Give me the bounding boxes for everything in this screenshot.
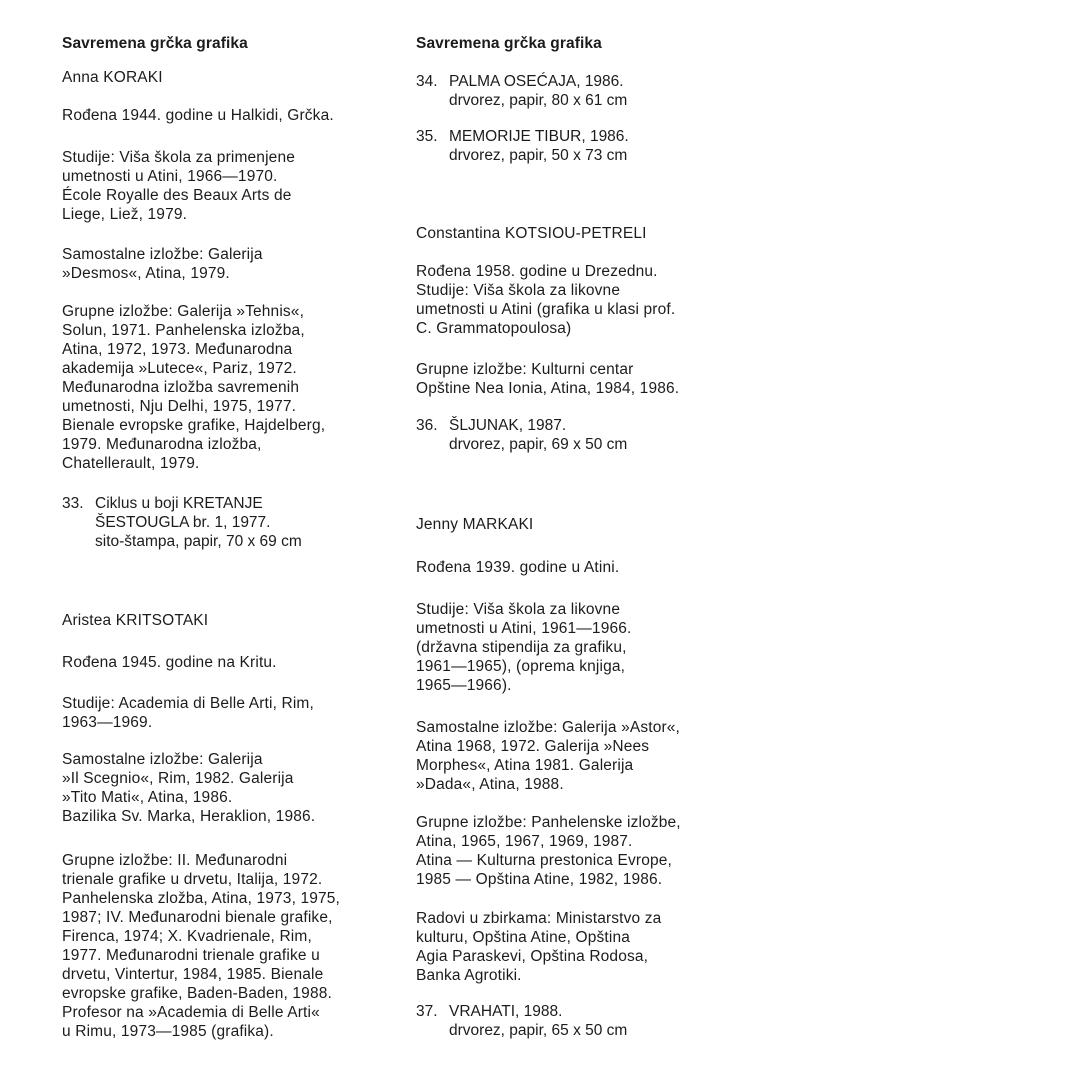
entry-technique: drvorez, papir, 80 x 61 cm <box>449 92 628 109</box>
artist-collections: Radovi u zbirkama: Ministarstvo za kulturu, Opština Atine, Opština Agia Paraskevi, Opština Rodosa, Banka Agrotiki. <box>416 910 662 984</box>
artist-studies: Studije: Academia di Belle Arti, Rim, 1963—1969. <box>62 695 314 731</box>
entry-number: 36. <box>416 417 438 434</box>
artist-studies: Studije: Viša škola za primenjene umetnosti u Atini, 1966—1970. École Royalle des Beaux Arts de Liege, Liež, 1979. <box>62 149 295 223</box>
artist-group-exhibitions: Grupne izložbe: Galerija »Tehnis«, Solun, 1971. Panhelenska izložba, Atina, 1972, 1973. Međunarodna akademija »Lutece«, Pariz, 1972. Međunarodna izložba savremenih umetnosti, Nju Delhi, 1975, 1977. Bienale evropske grafike, Hajdelberg, 1979. Međunarodna izložba, Chatellerault, 1979. <box>62 303 326 472</box>
entry-technique: sito-štampa, papir, 70 x 69 cm <box>95 533 302 550</box>
artist-name: Constantina KOTSIOU-PETRELI <box>416 225 647 242</box>
entry-number: 35. <box>416 128 438 145</box>
page-header: Savremena grčka grafika <box>416 35 602 52</box>
artist-bio: Rođena 1958. godine u Drezednu. Studije: Viša škola za likovne umetnosti u Atini (grafika u klasi prof. C. Grammatopoulosa) <box>416 263 676 337</box>
entry-title: ŠLJUNAK, 1987. <box>449 417 567 434</box>
artist-group-exhibitions: Grupne izložbe: II. Međunarodni trienale grafike u drvetu, Italija, 1972. Panhelenska zložba, Atina, 1973, 1975, 1987; IV. Međunarodni bienale grafike, Firenca, 1974; X. Kvadrienale, Rim, 1977. Međunarodni trienale grafike u drvetu, Vintertur, 1984, 1985. Bienale evropske grafike, Baden-Baden, 1988. Profesor na »Academia di Belle Arti« u Rimu, 1973—1985 (grafika). <box>62 852 341 1040</box>
artist-solo-exhibitions: Samostalne izložbe: Galerija »Il Scegnio«, Rim, 1982. Galerija »Tito Mati«, Atina, 1986. Bazilika Sv. Marka, Heraklion, 1986. <box>62 751 316 825</box>
catalogue-entry-36 <box>416 416 628 453</box>
entry-title: Ciklus u boji KRETANJE <box>95 495 263 512</box>
catalogue-entry-35 <box>416 127 629 164</box>
page-header: Savremena grčka grafika <box>62 35 248 52</box>
artist-name: Anna KORAKI <box>62 69 163 86</box>
artist-solo-exhibitions: Samostalne izložbe: Galerija »Astor«, Atina 1968, 1972. Galerija »Nees Morphes«, Atina 1981. Galerija »Dada«, Atina, 1988. <box>416 719 681 793</box>
catalogue-entry-34 <box>416 72 628 109</box>
entry-technique: drvorez, papir, 50 x 73 cm <box>449 147 628 164</box>
artist-group-exhibitions: Grupne izložbe: Panhelenske izložbe, Atina, 1965, 1967, 1969, 1987. Atina — Kulturna prestonica Evrope, 1985 — Opština Atine, 1982, 1986. <box>416 814 681 888</box>
artist-birth: Rođena 1944. godine u Halkidi, Grčka. <box>62 107 334 124</box>
entry-number: 34. <box>416 73 438 90</box>
entry-technique: drvorez, papir, 65 x 50 cm <box>449 1022 628 1039</box>
catalogue-entry-33 <box>62 494 302 550</box>
entry-title: MEMORIJE TIBUR, 1986. <box>449 128 629 145</box>
artist-group-exhibitions: Grupne izložbe: Kulturni centar Opštine Nea Ionia, Atina, 1984, 1986. <box>416 361 680 397</box>
entry-technique: drvorez, papir, 69 x 50 cm <box>449 436 628 453</box>
artist-solo-exhibitions: Samostalne izložbe: Galerija »Desmos«, Atina, 1979. <box>62 246 263 282</box>
entry-title-cont: ŠESTOUGLA br. 1, 1977. <box>95 514 271 531</box>
artist-birth: Rođena 1939. godine u Atini. <box>416 559 620 576</box>
artist-studies: Studije: Viša škola za likovne umetnosti u Atini, 1961—1966. (državna stipendija za grafiku, 1961—1965), (oprema knjiga, 1965—1966). <box>416 601 632 694</box>
entry-number: 33. <box>62 495 84 512</box>
entry-title: PALMA OSEĆAJA, 1986. <box>449 73 624 90</box>
entry-number: 37. <box>416 1003 438 1020</box>
entry-title: VRAHATI, 1988. <box>449 1003 563 1020</box>
artist-birth: Rođena 1945. godine na Kritu. <box>62 654 277 671</box>
catalogue-entry-37 <box>416 1002 628 1039</box>
artist-name: Jenny MARKAKI <box>416 516 534 533</box>
artist-name: Aristea KRITSOTAKI <box>62 612 209 629</box>
